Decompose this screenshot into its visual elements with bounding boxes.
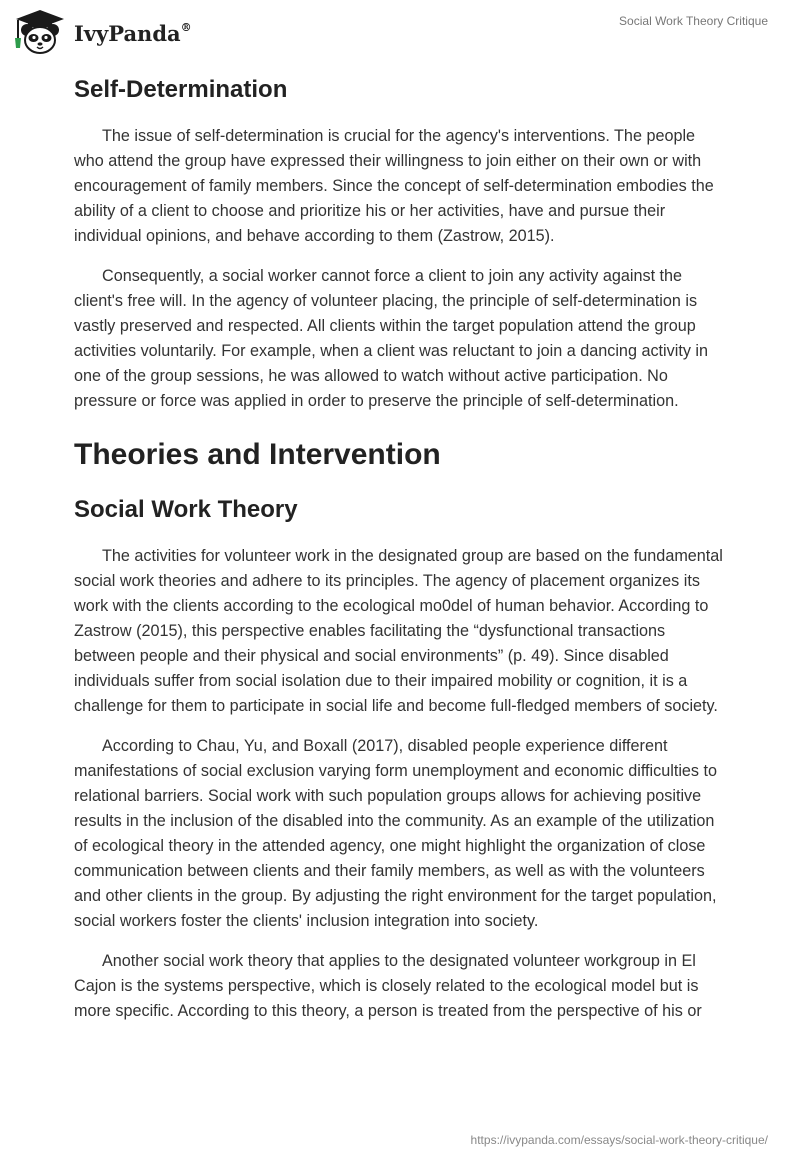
heading-theories-and-intervention: Theories and Intervention: [74, 438, 441, 471]
panda-graduate-icon: [12, 8, 68, 56]
essay-body: [74, 70, 724, 1024]
registered-mark: ®: [180, 20, 192, 34]
paragraph: The activities for volunteer work in the designated group are based on the fundamental social work theories and adhere to its principles. The agency of placement organizes its work with the clients according to the ecological mo0del of human behavior. According to Zastrow (2015), this perspective enables facilitating the “dysfunctional transactions between people and their physical and social environments” (p. 49). Since disabled individuals suffer from social isolation due to their impaired mobility or cognition, it is a challenge for them to participate in social life and become full-fledged members of society.: [74, 547, 723, 715]
page-header: [0, 0, 800, 64]
paragraph: Another social work theory that applies to the designated volunteer workgroup in El Cajon is the systems perspective, which is closely related to the ecological model but is more specific. According to this theory, a person is treated from the perspective of his or: [74, 952, 702, 1020]
paragraph: The issue of self-determination is crucial for the agency's interventions. The people who attend the group have expressed their willingness to join either on their own or with encouragement of family members. Since the concept of self-determination embodies the ability of a client to choose and prioritize his or her activities, have and pursue their individual opinions, and behave according to them (Zastrow, 2015).: [74, 127, 714, 245]
heading-social-work-theory: Social Work Theory: [74, 496, 298, 523]
brand-name: IvyPanda®: [74, 20, 192, 46]
heading-self-determination: Self-Determination: [74, 76, 288, 103]
document-title: Social Work Theory Critique: [619, 14, 768, 28]
source-url[interactable]: https://ivypanda.com/essays/social-work-theory-critique/: [470, 1133, 768, 1147]
paragraph: Consequently, a social worker cannot force a client to join any activity against the client's free will. In the agency of volunteer placing, the principle of self-determination is vastly preserved and respected. All clients within the target population attend the group activities voluntarily. For example, when a client was reluctant to join a dancing activity in one of the group sessions, he was allowed to watch without active participation. No pressure or force was applied in order to preserve the principle of self-determination.: [74, 267, 709, 410]
paragraph: According to Chau, Yu, and Boxall (2017), disabled people experience different manifestations of social exclusion varying form unemployment and economic difficulties to relational barriers. Social work with such population groups allows for achieving positive results in the inclusion of the disabled into the community. As an example of the utilization of ecological theory in the attended agency, one might highlight the organization of close communication between clients and their family members, as well as with the volunteers and other clients in the group. By adjusting the right environment for the target population, social workers foster the clients' inclusion integration into society.: [74, 737, 718, 930]
ivypanda-logo[interactable]: [12, 8, 192, 56]
